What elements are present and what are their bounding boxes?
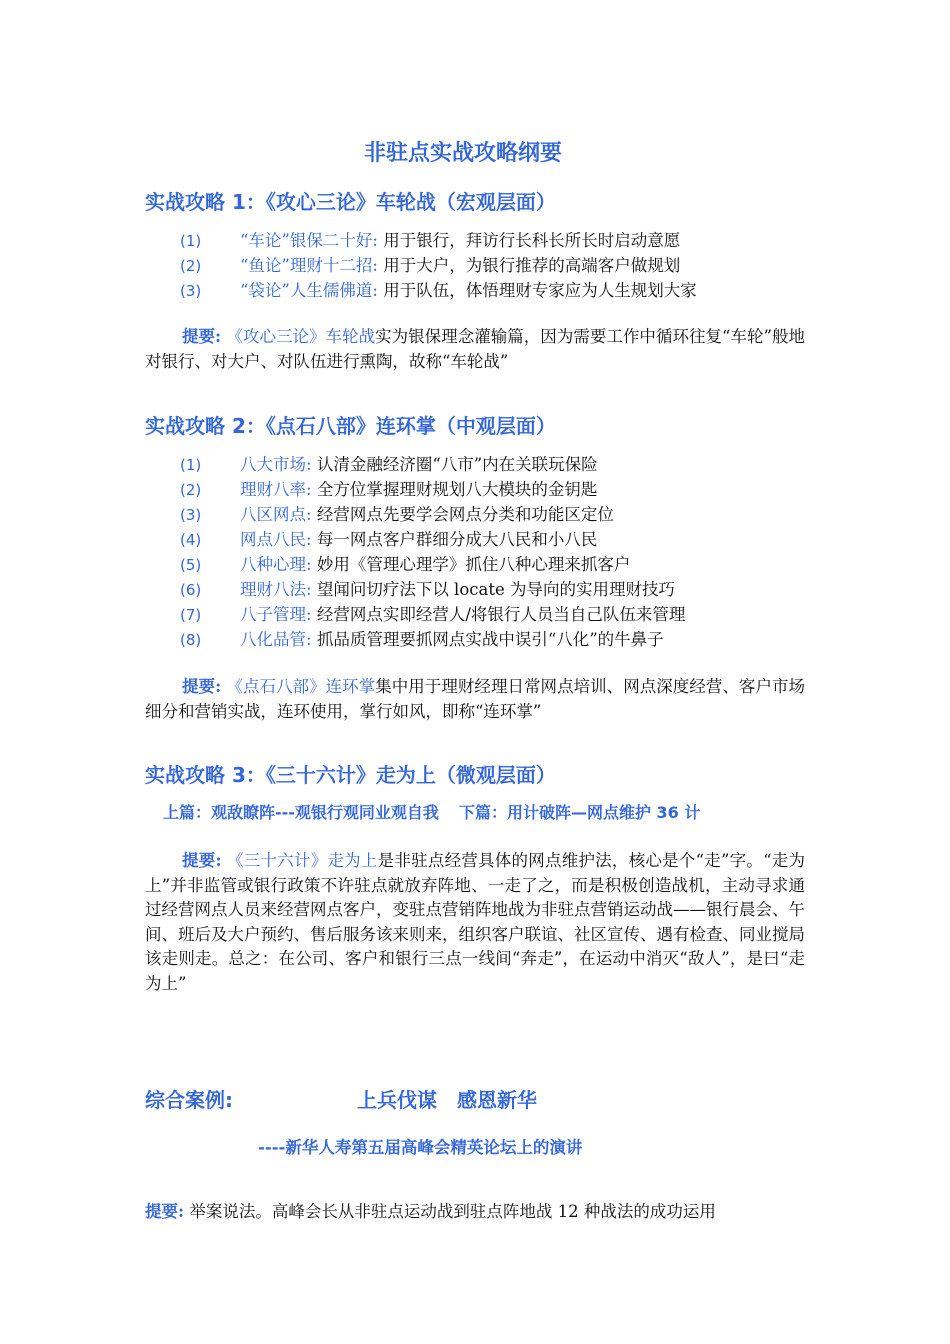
summary-label: 提要: xyxy=(182,327,222,346)
item-text: 妙用《管理心理学》抓住八种心理来抓客户 xyxy=(316,555,631,574)
item-text: 全方位掌握理财规划八大模块的金钥匙 xyxy=(316,480,598,499)
strategy2-heading: 实战攻略 2：《点石八部》连环掌（中观层面） xyxy=(145,414,556,438)
summary-label: 提要: xyxy=(182,851,222,870)
summary-label: 提要: xyxy=(145,1202,185,1221)
item-text: 抓品质管理要抓网点实战中误引“八化”的牛鼻子 xyxy=(316,630,664,649)
part-up: 上篇：观敌瞭阵---观银行观同业观自我 xyxy=(163,803,439,822)
case-title: 上兵伐谋 感恩新华 xyxy=(357,1088,537,1112)
strategy2-item xyxy=(180,451,598,476)
case-label: 综合案例: xyxy=(145,1088,233,1112)
strategy3-heading: 实战攻略 3：《三十六计》走为上（微观层面） xyxy=(145,763,556,787)
item-number: (4) xyxy=(180,531,202,549)
item-number: (2) xyxy=(180,481,202,499)
item-number: (5) xyxy=(180,556,202,574)
item-text: 用于银行，拜访行长科长所长时启动意愿 xyxy=(383,231,681,250)
item-number: (3) xyxy=(180,506,202,524)
item-number: (8) xyxy=(180,631,202,649)
strategy2-item xyxy=(180,601,685,626)
item-number: (6) xyxy=(180,581,202,599)
strategy3-summary xyxy=(145,849,805,996)
item-text: 经营网点实即经营人/将银行人员当自己队伍来管理 xyxy=(316,605,686,624)
item-text: 认清金融经济圈“八市”内在关联玩保险 xyxy=(316,455,598,474)
item-label: 八大市场: xyxy=(240,455,312,474)
item-text: 每一网点客户群细分成大八民和小八民 xyxy=(316,530,598,549)
strategy2-item xyxy=(180,501,614,526)
strategy2-item xyxy=(180,476,597,501)
summary-text: 举案说法。高峰会长从非驻点运动战到驻点阵地战 12 种战法的成功运用 xyxy=(189,1202,716,1221)
summary-ref: 《攻心三论》车轮战 xyxy=(226,327,376,346)
item-label: “袋论”人生儒佛道: xyxy=(240,281,378,300)
strategy2-item xyxy=(180,526,597,551)
summary-ref: 《三十六计》走为上 xyxy=(227,851,378,870)
item-label: 理财八法: xyxy=(240,580,312,599)
item-number: (7) xyxy=(180,606,202,624)
item-label: 理财八率: xyxy=(240,480,312,499)
strategy1-heading: 实战攻略 1：《攻心三论》车轮战（宏观层面） xyxy=(145,190,556,214)
summary-label: 提要: xyxy=(182,677,222,696)
item-label: 网点八民: xyxy=(240,530,312,549)
item-text: 望闻问切疗法下以 locate 为导向的实用理财技巧 xyxy=(316,580,675,599)
strategy2-item xyxy=(180,626,664,651)
item-label: “鱼论”理财十二招: xyxy=(240,256,378,275)
summary-ref: 《点石八部》连环掌 xyxy=(226,677,376,696)
summary-text: 集中用于理财经理日常网点培训、网点深度经营、客户市场细分和营销实战，连环使用，掌行如风，即称“连环掌” xyxy=(145,677,805,721)
item-number: (1) xyxy=(180,456,202,474)
part-down: 下篇：用计破阵—网点维护 36 计 xyxy=(458,803,701,822)
strategy1-summary xyxy=(145,325,805,374)
item-text: 经营网点先要学会网点分类和功能区定位 xyxy=(316,505,614,524)
page-title: 非驻点实战攻略纲要 xyxy=(363,141,562,166)
item-number: (3) xyxy=(180,282,202,300)
strategy1-item xyxy=(180,277,697,302)
item-label: “车论”银保二十好: xyxy=(240,231,378,250)
strategy3-parts xyxy=(163,800,700,823)
strategy2-item xyxy=(180,551,630,576)
item-label: 八子管理: xyxy=(240,605,312,624)
strategy1-item xyxy=(180,227,680,252)
item-number: (1) xyxy=(180,232,202,250)
item-text: 用于队伍，体悟理财专家应为人生规划大家 xyxy=(383,281,697,300)
item-number: (2) xyxy=(180,257,202,275)
item-label: 八区网点: xyxy=(240,505,312,524)
item-label: 八种心理: xyxy=(240,555,312,574)
summary-text: 实为银保理念灌输篇，因为需要工作中循环往复“车轮”般地对银行、对大户、对队伍进行熏陶，故称“车轮战” xyxy=(145,327,805,371)
strategy1-item xyxy=(180,252,680,277)
strategy2-summary xyxy=(145,675,805,724)
summary-text: 是非驻点经营具体的网点维护法，核心是个“走”字。“走为上”并非监管或银行政策不许驻点就放弃阵地、一走了之，而是积极创造战机，主动寻求通过经营网点人员来经营网点客户，变驻点营销阵地战为非驻点营销运动战——银行晨会、午间、班后及大户预约、售后服务该来则来，组织客户联谊、社区宣传、遇有检查、同业搅局该走则走。总之：在公司、客户和银行三点一线间“奔走”，在运动中消灭“敌人”，是曰“走为上” xyxy=(145,851,806,993)
case-speech: ----新华人寿第五届高峰会精英论坛上的演讲 xyxy=(258,1138,583,1157)
strategy2-item xyxy=(180,576,675,601)
item-text: 用于大户，为银行推荐的高端客户做规划 xyxy=(383,256,681,275)
item-label: 八化品管: xyxy=(240,630,312,649)
case-summary xyxy=(145,1198,716,1222)
